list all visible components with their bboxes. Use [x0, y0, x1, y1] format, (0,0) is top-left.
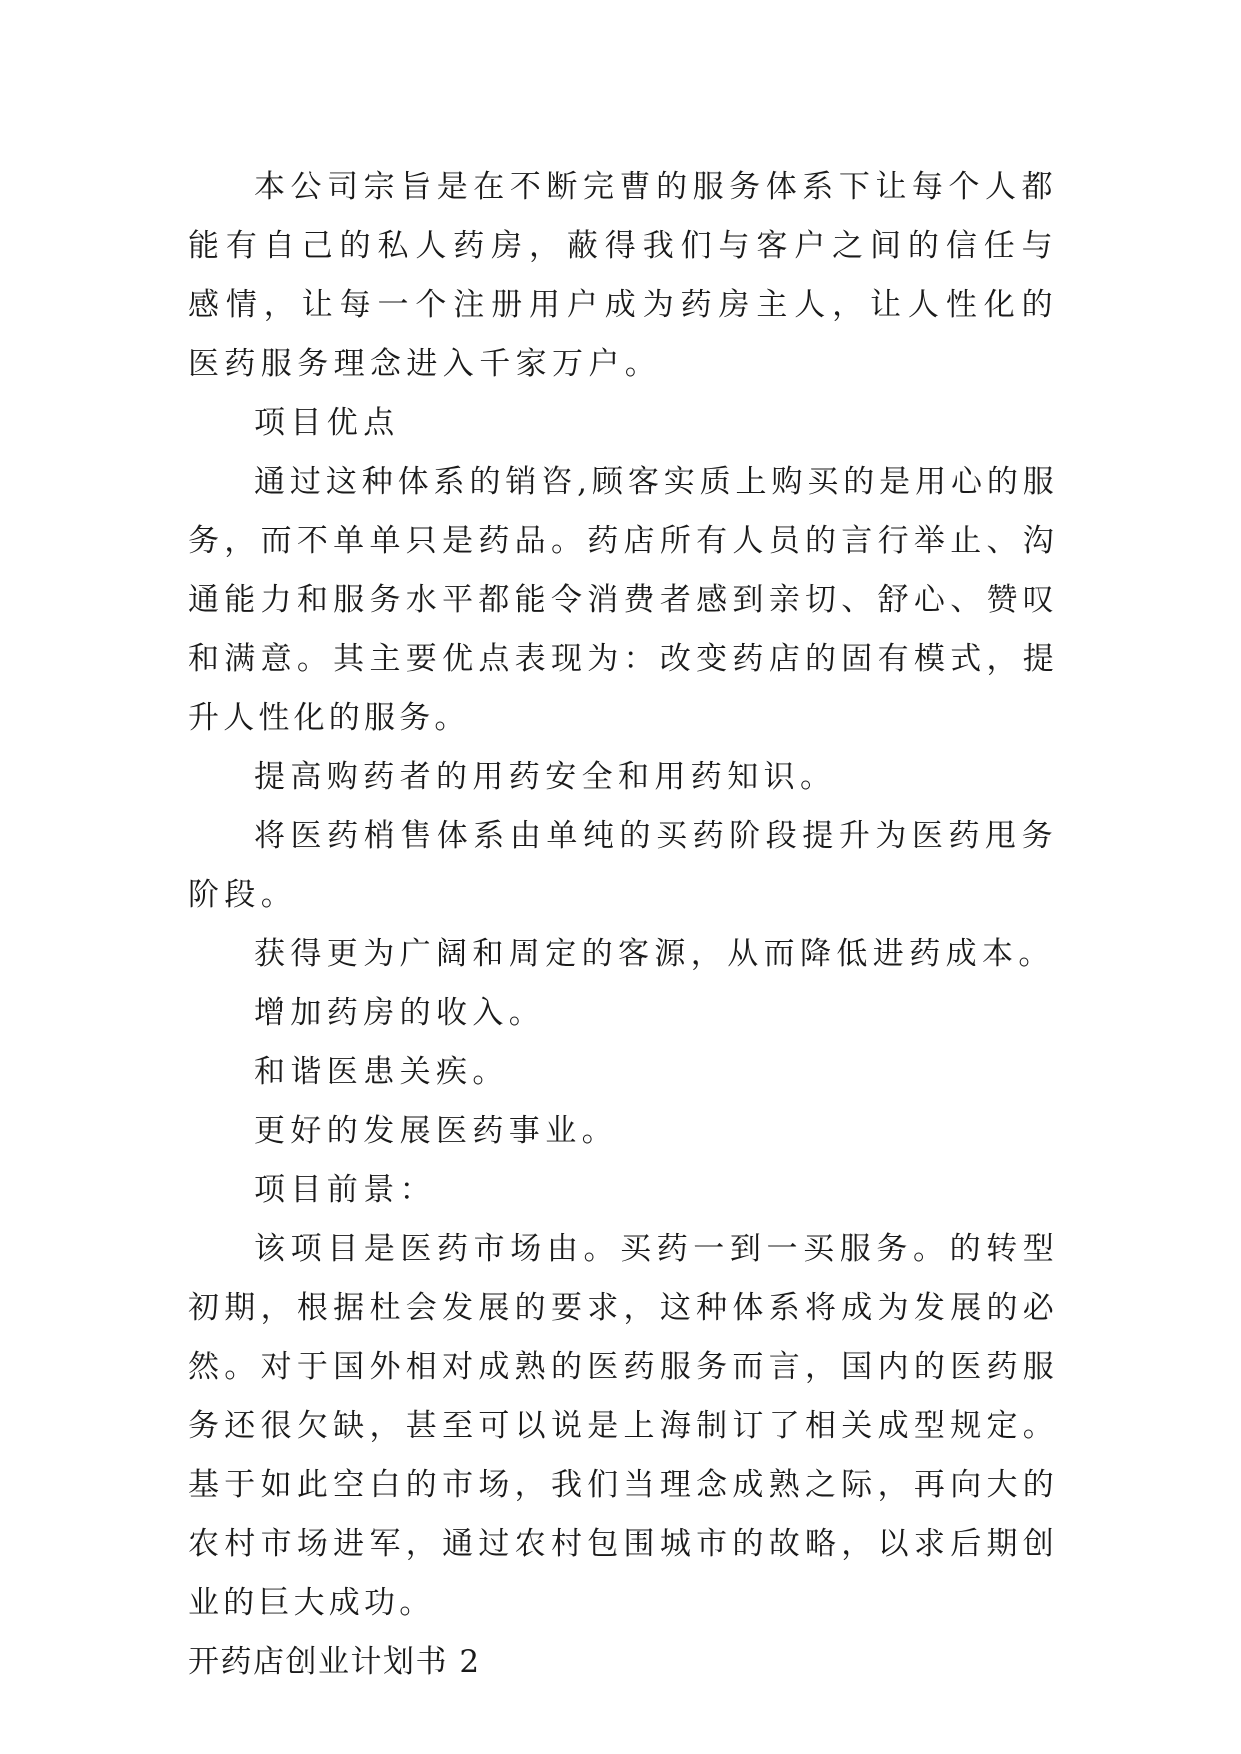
- paragraph-prospects: 该项目是医药市场由。买药一到一买服务。的转型初期，根据杜会发展的要求，这种体系将成为发展的必然。对于国外相对成熟的医药服务而言，国内的医药服务还很欠缺，甚至可以说是上海制订了相关成型规定。基于如此空白的市场，我们当理念成熟之际，再向大的农村市场进军，通过农村包围城市的故略，以求后期创业的巨大成功。: [188, 1231, 1058, 1621]
- document-body: [188, 158, 1058, 1692]
- document-heading: 开药店创业计划书 2: [188, 1644, 481, 1680]
- list-item-service-stage: 将医药梢售体系由单纯的买药阶段提升为医药甩务阶段。: [188, 818, 1058, 913]
- list-item-relations: 和谐医患关疾。: [254, 1054, 509, 1090]
- list-item-customer-source: 获得更为广阔和周定的客源，从而降低进药成本。: [254, 936, 1055, 972]
- list-item-income: 增加药房的收入。: [254, 995, 546, 1031]
- section-heading-prospects: 项目前景：: [254, 1172, 436, 1208]
- list-item-safety: 提高购药者的用药安全和用药知识。: [254, 759, 837, 795]
- section-heading-advantages: 项目优点: [254, 405, 400, 441]
- list-item-development: 更好的发展医药事业。: [254, 1113, 618, 1149]
- paragraph-advantages: 通过这种体系的销咨,顾客实质上购买的是用心的服务，而不单单只是药品。药店所有人员的言行举止、沟通能力和服务水平都能令消费者感到亲切、舒心、赞叹和满意。其主要优点表现为：改变药店的固有模式，提升人性化的服务。: [188, 464, 1058, 736]
- paragraph-mission: 本公司宗旨是在不断完曹的服务体系下让每个人都能有自己的私人药房，蔽得我们与客户之间的信任与感情，让每一个注册用户成为药房主人，让人性化的医药服务理念进入千家万户。: [188, 169, 1058, 382]
